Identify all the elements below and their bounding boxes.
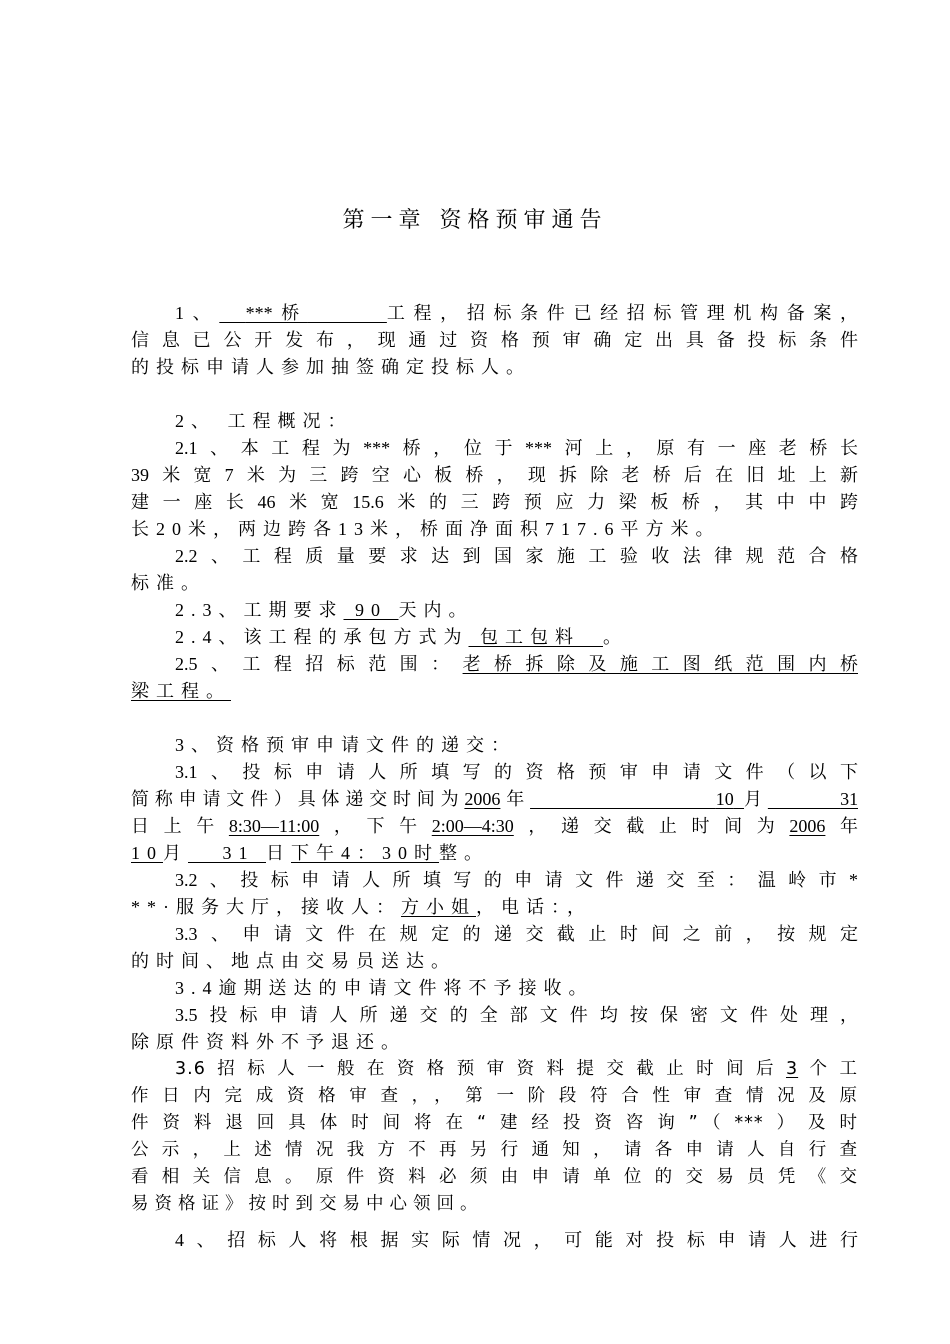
s3-p34: 3.4逾期送达的申请文件将不予接收。 — [175, 978, 594, 998]
s3-p36-line5: 看相关信息。原件资料必须由申请单位的交易员凭《交 — [131, 1167, 858, 1187]
s2-p21-line3: 建一座长46米宽15.6米的三跨预应力梁板桥，其中中跨 — [131, 492, 858, 512]
s3-p32-line1: 3.2、投标申请人所填写的申请文件递交至：温岭市* — [175, 870, 858, 890]
s3-p33-line1: 3.3、申请文件在规定的递交截止时间之前，按规定 — [175, 924, 858, 944]
s3-p36-line2: 作日内完成资格审查，，第一阶段符合性审查情况及原 — [131, 1086, 858, 1106]
submit-year-field: 2006 — [464, 789, 501, 809]
s3-p31-line2: 简称申请文件）具体递交时间为2006年 10 月 31 — [131, 789, 858, 809]
bid-scope-field: 老桥拆除及施工图纸范围内桥 — [462, 654, 858, 674]
s2-p25-line2: 梁工程。 — [131, 681, 231, 701]
afternoon-hours-field: 2:00—4:30 — [431, 816, 514, 836]
s3-p35-line1: 3.5投标申请人所递交的全部文件均按保密文件处理， — [175, 1005, 858, 1025]
s2-p21-line2: 39米宽7米为三跨空心板桥，现拆除老桥后在旧址上新 — [131, 465, 858, 485]
s3-p32-line2: **·服务大厅，接收人：方小姐，电话：， — [131, 897, 592, 917]
submit-month-field: 10 — [715, 789, 734, 809]
s3-p35-line2: 除原件资料外不予退还。 — [131, 1032, 406, 1052]
s3-p31-line1: 3.1、投标申请人所填写的资格预审申请文件（以下 — [175, 762, 858, 782]
deadline-time-field: 下午4：30时 — [291, 843, 439, 863]
submit-day-field: 31 — [840, 789, 858, 809]
s2-p22-line2: 标准。 — [131, 573, 206, 593]
s2-p22-line1: 2.2、工程质量要求达到国家施工验收法律规范合格 — [175, 546, 858, 566]
s1-line1: 1、 ***桥 工程，招标条件已经招标管理机构备案， — [175, 303, 858, 323]
project-name-field: ***桥 — [245, 303, 308, 323]
deadline-day-field: 31 — [222, 843, 255, 863]
morning-hours-field: 8:30—11:00 — [228, 816, 320, 836]
s1-line2: 信息已公开发布，现通过资格预审确定出具备投标条件 — [131, 330, 858, 350]
receiver-name-field: 方小姐 — [401, 897, 476, 917]
s3-p31-line4: 10月 31 日下午4：30时整。 — [131, 843, 489, 863]
s2-heading: 2、 工程概况： — [175, 411, 353, 431]
s2-p21-line4: 长20米，两边跨各13米，桥面净面积717.6平方米。 — [131, 519, 721, 539]
s3-p33-line2: 的时间、地点由交易员送达。 — [131, 951, 456, 971]
s4-line1: 4、招标人将根据实际情况，可能对投标申请人进行 — [175, 1230, 858, 1250]
s3-p36-line3: 件资料退回具体时间将在“建经投资咨询”（***）及时 — [131, 1113, 858, 1133]
s2-p23: 2.3、工期要求 90 天内。 — [175, 600, 474, 620]
s3-p31-line3: 日上午8:30—11:00，下午2:00—4:30，递交截止时间为2006年 — [131, 816, 858, 836]
page-title: 第一章 资格预审通告 — [342, 208, 608, 233]
s3-heading: 3、资格预审申请文件的递交： — [175, 735, 516, 755]
duration-field: 90 — [355, 600, 387, 620]
s1-line3: 的投标申请人参加抽签确定投标人。 — [131, 357, 531, 377]
s2-p21-line1: 2.1、本工程为***桥，位于***河上，原有一座老桥长 — [175, 438, 858, 458]
s2-p25-line1: 2.5、工程招标范围：老桥拆除及施工图纸范围内桥 — [175, 654, 858, 674]
contract-mode-field: 包工包料 — [480, 627, 580, 647]
s3-p36-line6: 易资格证》按时到交易中心领回。 — [131, 1194, 484, 1214]
s2-p24: 2.4、该工程的承包方式为 包工包料 。 — [175, 627, 628, 647]
review-days-field: 3 — [785, 1059, 799, 1079]
deadline-month-field: 10 — [131, 843, 163, 863]
deadline-year-field: 2006 — [789, 816, 826, 836]
s3-p36-line1: 3.6招标人一般在资格预审资料提交截止时间后3个工 — [175, 1059, 858, 1079]
s3-p36-line4: 公示，上述情况我方不再另行通知，请各申请人自行查 — [131, 1140, 858, 1160]
